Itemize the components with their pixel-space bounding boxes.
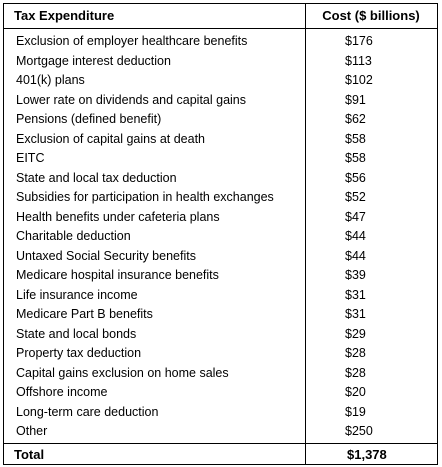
table-row [4,364,437,384]
row-item-name: Life insurance income [16,287,138,302]
row-item-cost: $19 [345,404,366,419]
row-item-cost: $58 [345,131,366,146]
header-tax-expenditure: Tax Expenditure [14,8,115,23]
row-item-name: Offshore income [16,385,108,399]
table-row [4,344,437,364]
row-item-cost: $20 [345,385,366,399]
row-item-cost: $113 [345,53,372,68]
table-row [4,305,437,325]
table-row [4,91,437,111]
row-item-cost: $47 [345,209,366,224]
row-item-cost: $29 [345,326,366,341]
table-row [4,403,437,423]
row-item-cost: $31 [345,287,366,302]
row-item-name: Property tax deduction [16,346,142,360]
row-item-name: Medicare Part B benefits [16,307,153,321]
table-row [4,422,437,442]
row-item-cost: $250 [345,424,373,438]
table-row [4,208,437,228]
table-header [4,4,437,29]
table-row [4,266,437,286]
row-item-name: Other [16,424,48,438]
row-item-name: Capital gains exclusion on home sales [16,365,229,380]
row-item-cost: $56 [345,170,366,185]
table-row [4,71,437,91]
row-item-name: Exclusion of capital gains at death [16,131,206,146]
row-item-cost: $91 [345,92,366,107]
row-item-name: Exclusion of employer healthcare benefits [16,34,248,48]
row-item-cost: $28 [345,365,366,380]
table-row [4,227,437,247]
row-item-cost: $44 [345,248,366,263]
table-row [4,325,437,345]
total-label: Total [14,447,45,462]
row-item-name: State and local bonds [16,326,137,341]
row-item-name: Mortgage interest deduction [16,53,171,68]
row-item-cost: $102 [345,73,373,87]
row-item-cost: $52 [345,190,366,204]
row-item-name: EITC [16,151,45,165]
row-item-name: 401(k) plans [16,73,85,87]
row-item-cost: $62 [345,112,366,126]
row-item-name: Untaxed Social Security benefits [16,248,196,263]
total-value: $1,378 [347,447,387,462]
row-item-cost: $176 [345,34,373,48]
table-row [4,169,437,189]
row-item-cost: $28 [345,346,366,360]
table-row [4,247,437,267]
table-row [4,286,437,306]
total-row [4,443,437,464]
tax-expenditure-table [3,3,438,465]
row-item-cost: $31 [345,307,366,321]
row-item-cost: $39 [345,268,366,282]
table-row [4,110,437,130]
table-row [4,32,437,52]
row-item-name: State and local tax deduction [16,170,177,185]
table-row [4,149,437,169]
table-body [4,32,437,442]
row-item-cost: $44 [345,229,366,243]
row-item-cost: $58 [345,151,366,165]
row-item-name: Pensions (defined benefit) [16,112,162,126]
row-item-name: Long-term care deduction [16,404,159,419]
row-item-name: Lower rate on dividends and capital gains [16,92,247,107]
table-row [4,383,437,403]
header-cost: Cost ($ billions) [322,8,420,23]
row-item-name: Health benefits under cafeteria plans [16,209,220,224]
row-item-name: Subsidies for participation in health exchanges [16,190,274,204]
row-item-name: Medicare hospital insurance benefits [16,268,219,282]
row-item-name: Charitable deduction [16,229,131,243]
table-row [4,188,437,208]
table-row [4,130,437,150]
table-row [4,52,437,72]
